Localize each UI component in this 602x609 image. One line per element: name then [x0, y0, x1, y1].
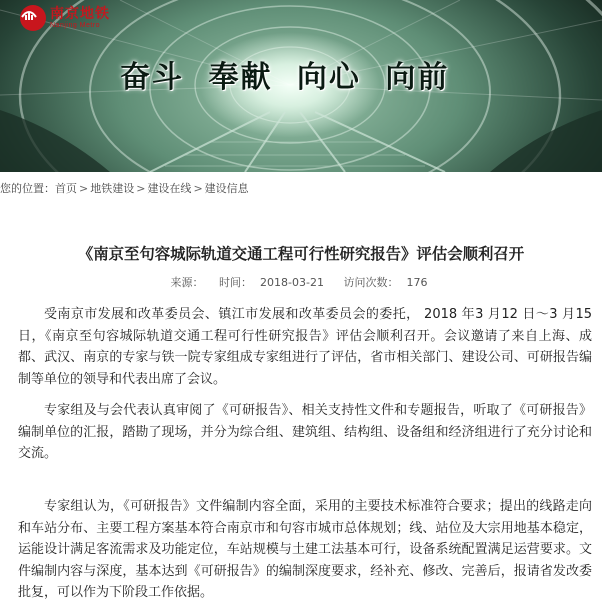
breadcrumb-link-info[interactable]: 建设信息 — [204, 182, 249, 195]
logo-english-name: Nanjing Metro — [50, 22, 101, 29]
slogan-word: 向心 — [296, 60, 361, 95]
banner-slogan — [120, 52, 461, 96]
article-paragraph: 受南京市发展和改革委员会、镇江市发展和改革委员会的委托， 2018 年3 月12 日～3 月15 日，《南京至句容城际轨道交通工程可行性研究报告》评估会顺利召开。会议邀请了来自上海、成都、武汉、南京的专家与铁一院专家组成专家组进行了评估，省市相关部门、建设公司、可研报告编制等单位的领导和代表出席了会议。 — [18, 307, 592, 387]
views-value: 176 — [406, 276, 428, 289]
breadcrumb-prefix: 您的位置： — [0, 182, 55, 195]
site-logo[interactable] — [20, 5, 110, 31]
breadcrumb-link-construction[interactable]: 地铁建设 — [90, 182, 135, 195]
view-count — [339, 276, 431, 289]
publish-time — [215, 276, 328, 289]
article-meta — [0, 274, 602, 290]
breadcrumb-separator: > — [79, 181, 89, 195]
source-label: 来源： — [170, 276, 204, 289]
metro-logo-icon — [20, 5, 46, 31]
breadcrumb-separator: > — [193, 181, 203, 195]
slogan-word: 向前 — [385, 60, 450, 95]
logo-chinese-name: 南京地铁 — [50, 6, 110, 22]
views-label: 访问次数： — [343, 276, 399, 289]
breadcrumb — [0, 180, 249, 196]
article-paragraph: 专家组及与会代表认真审阅了《可研报告》、相关支持性文件和专题报告，听取了《可研报告》编制单位的汇报，踏勘了现场，并分为综合组、建筑组、结构组、设备组和经济组进行了充分讨论和交流。 — [18, 403, 592, 461]
breadcrumb-separator: > — [136, 181, 146, 195]
header-banner — [0, 0, 602, 172]
logo-text — [50, 7, 110, 29]
slogan-word: 奋斗 — [120, 60, 184, 95]
article-paragraph: 专家组认为，《可研报告》文件编制内容全面，采用的主要技术标准符合要求；提出的线路走向和车站分布、主要工程方案基本符合南京市和句容市城市总体规划；线、站位及大宗用地基本稳定，运能设计满足客流需求及功能定位，车站规模与土建工法基本可行，设备系统配置满足运营要求。文件编制内容与深度，基本达到《可研报告》的编制深度要求，经补充、修改、完善后，报请省发改委批复，可以作为下阶段工作依据。 — [18, 499, 592, 600]
time-value: 2018-03-21 — [260, 276, 324, 289]
article-title: 《南京至句容城际轨道交通工程可行性研究报告》评估会顺利召开 — [77, 245, 525, 264]
slogan-word: 奉献 — [208, 60, 273, 95]
breadcrumb-link-online[interactable]: 建设在线 — [147, 182, 192, 195]
time-label: 时间： — [219, 276, 253, 289]
breadcrumb-home-link[interactable]: 首页 — [55, 182, 77, 195]
